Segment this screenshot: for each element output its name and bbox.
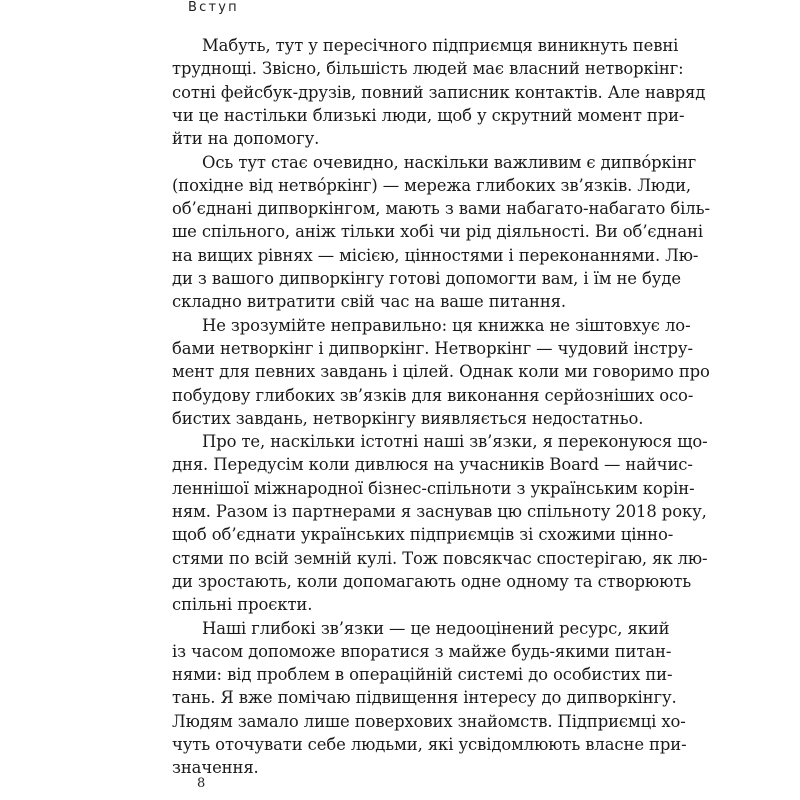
text-line: значення. bbox=[172, 758, 259, 778]
text-line: (похідне від нетвóркінг) — мережа глибоких зв’язків. Люди, bbox=[172, 175, 692, 195]
text-line: бами нетворкінг і дипворкінг. Нетворкінг — чудовий інстру- bbox=[172, 338, 693, 358]
text-line: спільні проєкти. bbox=[172, 595, 313, 615]
text-line: об’єднані дипворкінгом, мають з вами набагато-набагато біль- bbox=[172, 199, 710, 219]
running-head: Вступ bbox=[188, 0, 239, 15]
text-line: щоб об’єднати українських підприємців зі схожими ціннo- bbox=[172, 525, 674, 545]
text-line: чуть оточувати себе людьми, які усвідомлюють власне при- bbox=[172, 735, 687, 754]
text-line: ди з вашого дипворкінгу готові допомогти вам, і їм не буде bbox=[172, 269, 681, 288]
text-line: Про те, наскільки істотні наші зв’язки, я переконуюся що- bbox=[202, 432, 708, 452]
text-line: ше спільного, аніж тільки хобі чи рід діяльності. Ви об’єднані bbox=[172, 222, 703, 242]
text-line: бистих завдань, нетворкінгу виявляється недостатньо. bbox=[172, 408, 644, 428]
text-line: тань. Я вже помічаю підвищення інтересу до дипворкінгу. bbox=[172, 688, 677, 708]
text-line: Людям замало лише поверхових знайомств. Підприємці хо- bbox=[172, 711, 686, 731]
text-line: чи це настільки близькі люди, щоб у скрутний момент при- bbox=[172, 105, 685, 125]
text-line: Ось тут стає очевидно, наскільки важливим є дипвóркінг bbox=[202, 152, 697, 172]
text-line: сотні фейсбук-друзів, повний записник контактів. Але навряд bbox=[172, 82, 706, 102]
text-line: Наші глибокі зв’язки — це недооцінений ресурс, який bbox=[202, 618, 670, 638]
text-line: леннішої міжнародної бізнес-спільноти з українським корін- bbox=[172, 478, 695, 498]
page-number: 8 bbox=[197, 776, 206, 791]
text-line: нями: від проблем в операційній системі до особистих пи- bbox=[172, 665, 673, 685]
text-line: мент для певних завдань і цілей. Однак коли ми говоримо про bbox=[172, 362, 710, 382]
text-line: стями по всій земній кулі. Тож повсякчас спостерігаю, як лю- bbox=[172, 548, 708, 568]
text-line: дня. Передусім коли дивлюся на учасників Board — найчис- bbox=[172, 455, 693, 475]
text-line: із часом допоможе впоратися з майже будь-якими питан- bbox=[172, 641, 672, 661]
text-line: побудову глибоких зв’язків для виконання серйозніших осо- bbox=[172, 385, 694, 405]
text-line: йти на допомогу. bbox=[172, 129, 320, 149]
text-line: Мабуть, тут у пересічного підприємця виникнуть певні bbox=[202, 36, 679, 55]
text-line: складно витратити свій час на ваше питання. bbox=[172, 292, 567, 312]
text-line: ням. Разом із партнерами я заснував цю спільноту 2018 року, bbox=[172, 502, 707, 521]
text-line: труднощі. Звісно, більшість людей має власний нетворкінг: bbox=[172, 59, 684, 79]
text-line: ди зростають, коли допомагають одне одному та створюють bbox=[172, 571, 692, 591]
text-line: на вищих рівнях — місією, цінностями і переконаннями. Лю- bbox=[172, 245, 699, 265]
text-line: Не зрозумійте неправильно: ця книжка не зіштовхує ло- bbox=[202, 315, 691, 335]
